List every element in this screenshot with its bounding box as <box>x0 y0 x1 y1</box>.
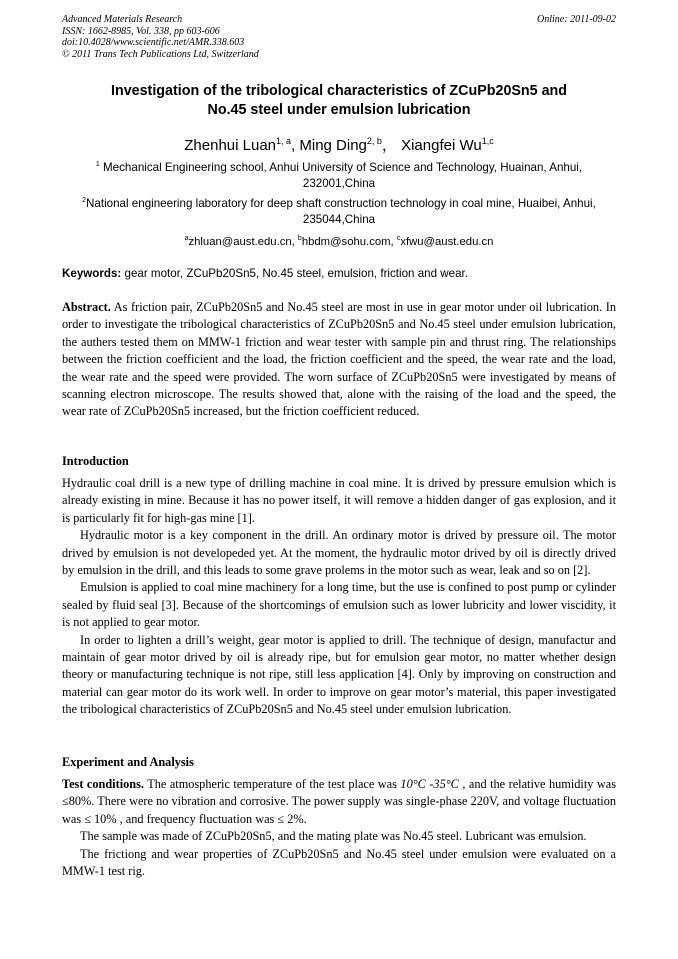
test-conditions-text: The atmospheric temperature of the test place was <box>143 777 401 791</box>
affiliation-line: 235044,China <box>302 213 376 226</box>
section-heading-experiment: Experiment and Analysis <box>62 755 194 769</box>
paragraph: Hydraulic coal drill is a new type of drilling machine in coal mine. It is drived by pressure emulsion which is already existing in mine. Because it has no power itself, it will remove a hidden danger of gas explosion, and it is particularly fit for high-gas mine [1]. <box>62 476 616 525</box>
affiliation-superscript: 1 <box>95 161 100 168</box>
paragraph: Hydraulic motor is a key component in the drill. An ordinary motor is drived by pressure oil. The motor drived by emulsion is not developeded yet. At the moment, the hydraulic motor drived by oil is directly drived by emulsion in the drill, and this leads to some grave prolems in the motor such as wear, leak and so on [2]. <box>62 528 616 578</box>
author-list <box>62 131 616 156</box>
affiliation-line: Mechanical Engineering school, Anhui University of Science and Technology, Huainan, Anhui, <box>99 161 583 174</box>
email-address: xfwu@aust.edu.cn <box>400 236 494 248</box>
abstract-text: As friction pair, ZCuPb20Sn5 and No.45 steel are most in use in gear motor under oil lubrication. In order to investigate the tribological characteristics of ZCuPb20Sn5 and No.45 steel under emulsion lubrication, the authers tested them on MMW-1 friction and wear tester with sample pin and thrust ring. The relationships between the friction coefficient and the load, the friction coefficient and the speed, the wear rate and the load, the wear rate and the speed were provided. The worn surface of ZCuPb20Sn5 were investigated by means of scanning electron microscope. The results showed that, alone with the raising of the load and the speed, the wear rate of ZCuPb20Sn5 increased, but the friction coefficient reduced. <box>62 300 616 419</box>
test-conditions-text: , and the relative humidity was ≤80%. There were no vibration and corrosive. The power supply was single-phase 220V, and voltage fluctuation was ≤ 10% , and frequency fluctuation was ≤ 2%. <box>62 777 616 826</box>
abstract-label: Abstract. <box>62 300 111 314</box>
author-name: Xiangfei Wu <box>401 137 482 154</box>
paragraph: The frictiong and wear properties of ZCuPb20Sn5 and No.45 steel under emulsion were evaluated on a MMW-1 test rig. <box>62 846 616 879</box>
affiliation-line: National engineering laboratory for deep shaft construction technology in coal mine, Huaibei, Anhui, <box>86 197 596 210</box>
paragraph <box>62 776 616 828</box>
email-line <box>62 232 616 249</box>
affiliation-superscript: 2 <box>82 197 87 204</box>
copyright-line: © 2011 Trans Tech Publications Ltd, Switzerland <box>62 48 259 60</box>
email-superscript: b <box>297 235 302 242</box>
author-name: Zhenhui Luan <box>184 137 277 154</box>
author-name: Ming Ding <box>299 137 367 154</box>
keywords <box>62 266 616 281</box>
paper-title <box>62 82 616 120</box>
introduction-body <box>62 475 616 719</box>
author-superscript: 1,c <box>481 136 494 146</box>
online-date: Online: 2011-09-02 <box>537 14 616 25</box>
paragraph: In order to lighten a drill’s weight, gear motor is applied to drill. The technique of design, manufactur and maintain of gear motor drived by oil is already ripe, but for emulsion gear motor, no matter whether design theory or manufacturing technique is not ripe, still less application [4]. Only by improving on construction and material can gear motor do its work well. In order to improve on gear motor’s material, this paper investigated the tribological characteristics of ZCuPb20Sn5 and No.45 steel under emulsion lubrication. <box>62 632 616 717</box>
email-superscript: a <box>184 235 189 242</box>
keywords-text: gear motor, ZCuPb20Sn5, No.45 steel, emulsion, friction and wear. <box>121 267 468 280</box>
author-separator: ， <box>381 137 402 154</box>
journal-name: Advanced Materials Research <box>62 14 183 25</box>
title-line-1: Investigation of the tribological characteristics of ZCuPb20Sn5 and <box>111 83 567 99</box>
test-conditions-label: Test conditions. <box>62 777 144 791</box>
issn-line: ISSN: 1662-8985, Vol. 338, pp 603-606 <box>62 25 220 37</box>
author-separator: , <box>291 137 300 154</box>
email-address: zhluan@aust.edu.cn, <box>188 236 298 248</box>
affiliation-2 <box>62 193 616 228</box>
keywords-label: Keywords: <box>62 267 122 280</box>
section-heading-introduction: Introduction <box>62 454 129 468</box>
email-address: hbdm@sohu.com, <box>301 236 397 248</box>
title-line-2: No.45 steel under emulsion lubrication <box>207 102 471 118</box>
author-superscript: 1, a <box>276 136 292 146</box>
abstract <box>62 299 616 421</box>
journal-header <box>62 14 616 60</box>
paragraph: The sample was made of ZCuPb20Sn5, and the mating plate was No.45 steel. Lubricant was emulsion. <box>80 829 587 844</box>
affiliation-1 <box>62 157 616 192</box>
doi-line: doi:10.4028/www.scientific.net/AMR.338.603 <box>62 37 245 49</box>
email-superscript: c <box>396 235 401 242</box>
paragraph: Emulsion is applied to coal mine machinery for a long time, but the use is confined to post pump or cylinder sealed by fluid seal [3]. Because of the shortcomings of emulsion such as lower lubricity and lower viscidity, it is not applied to gear motor. <box>62 580 616 630</box>
temperature-range: 10°C -35°C <box>400 777 459 791</box>
experiment-body <box>62 776 616 880</box>
affiliation-line: 232001,China <box>302 177 376 190</box>
author-superscript: 2, b <box>366 136 382 146</box>
